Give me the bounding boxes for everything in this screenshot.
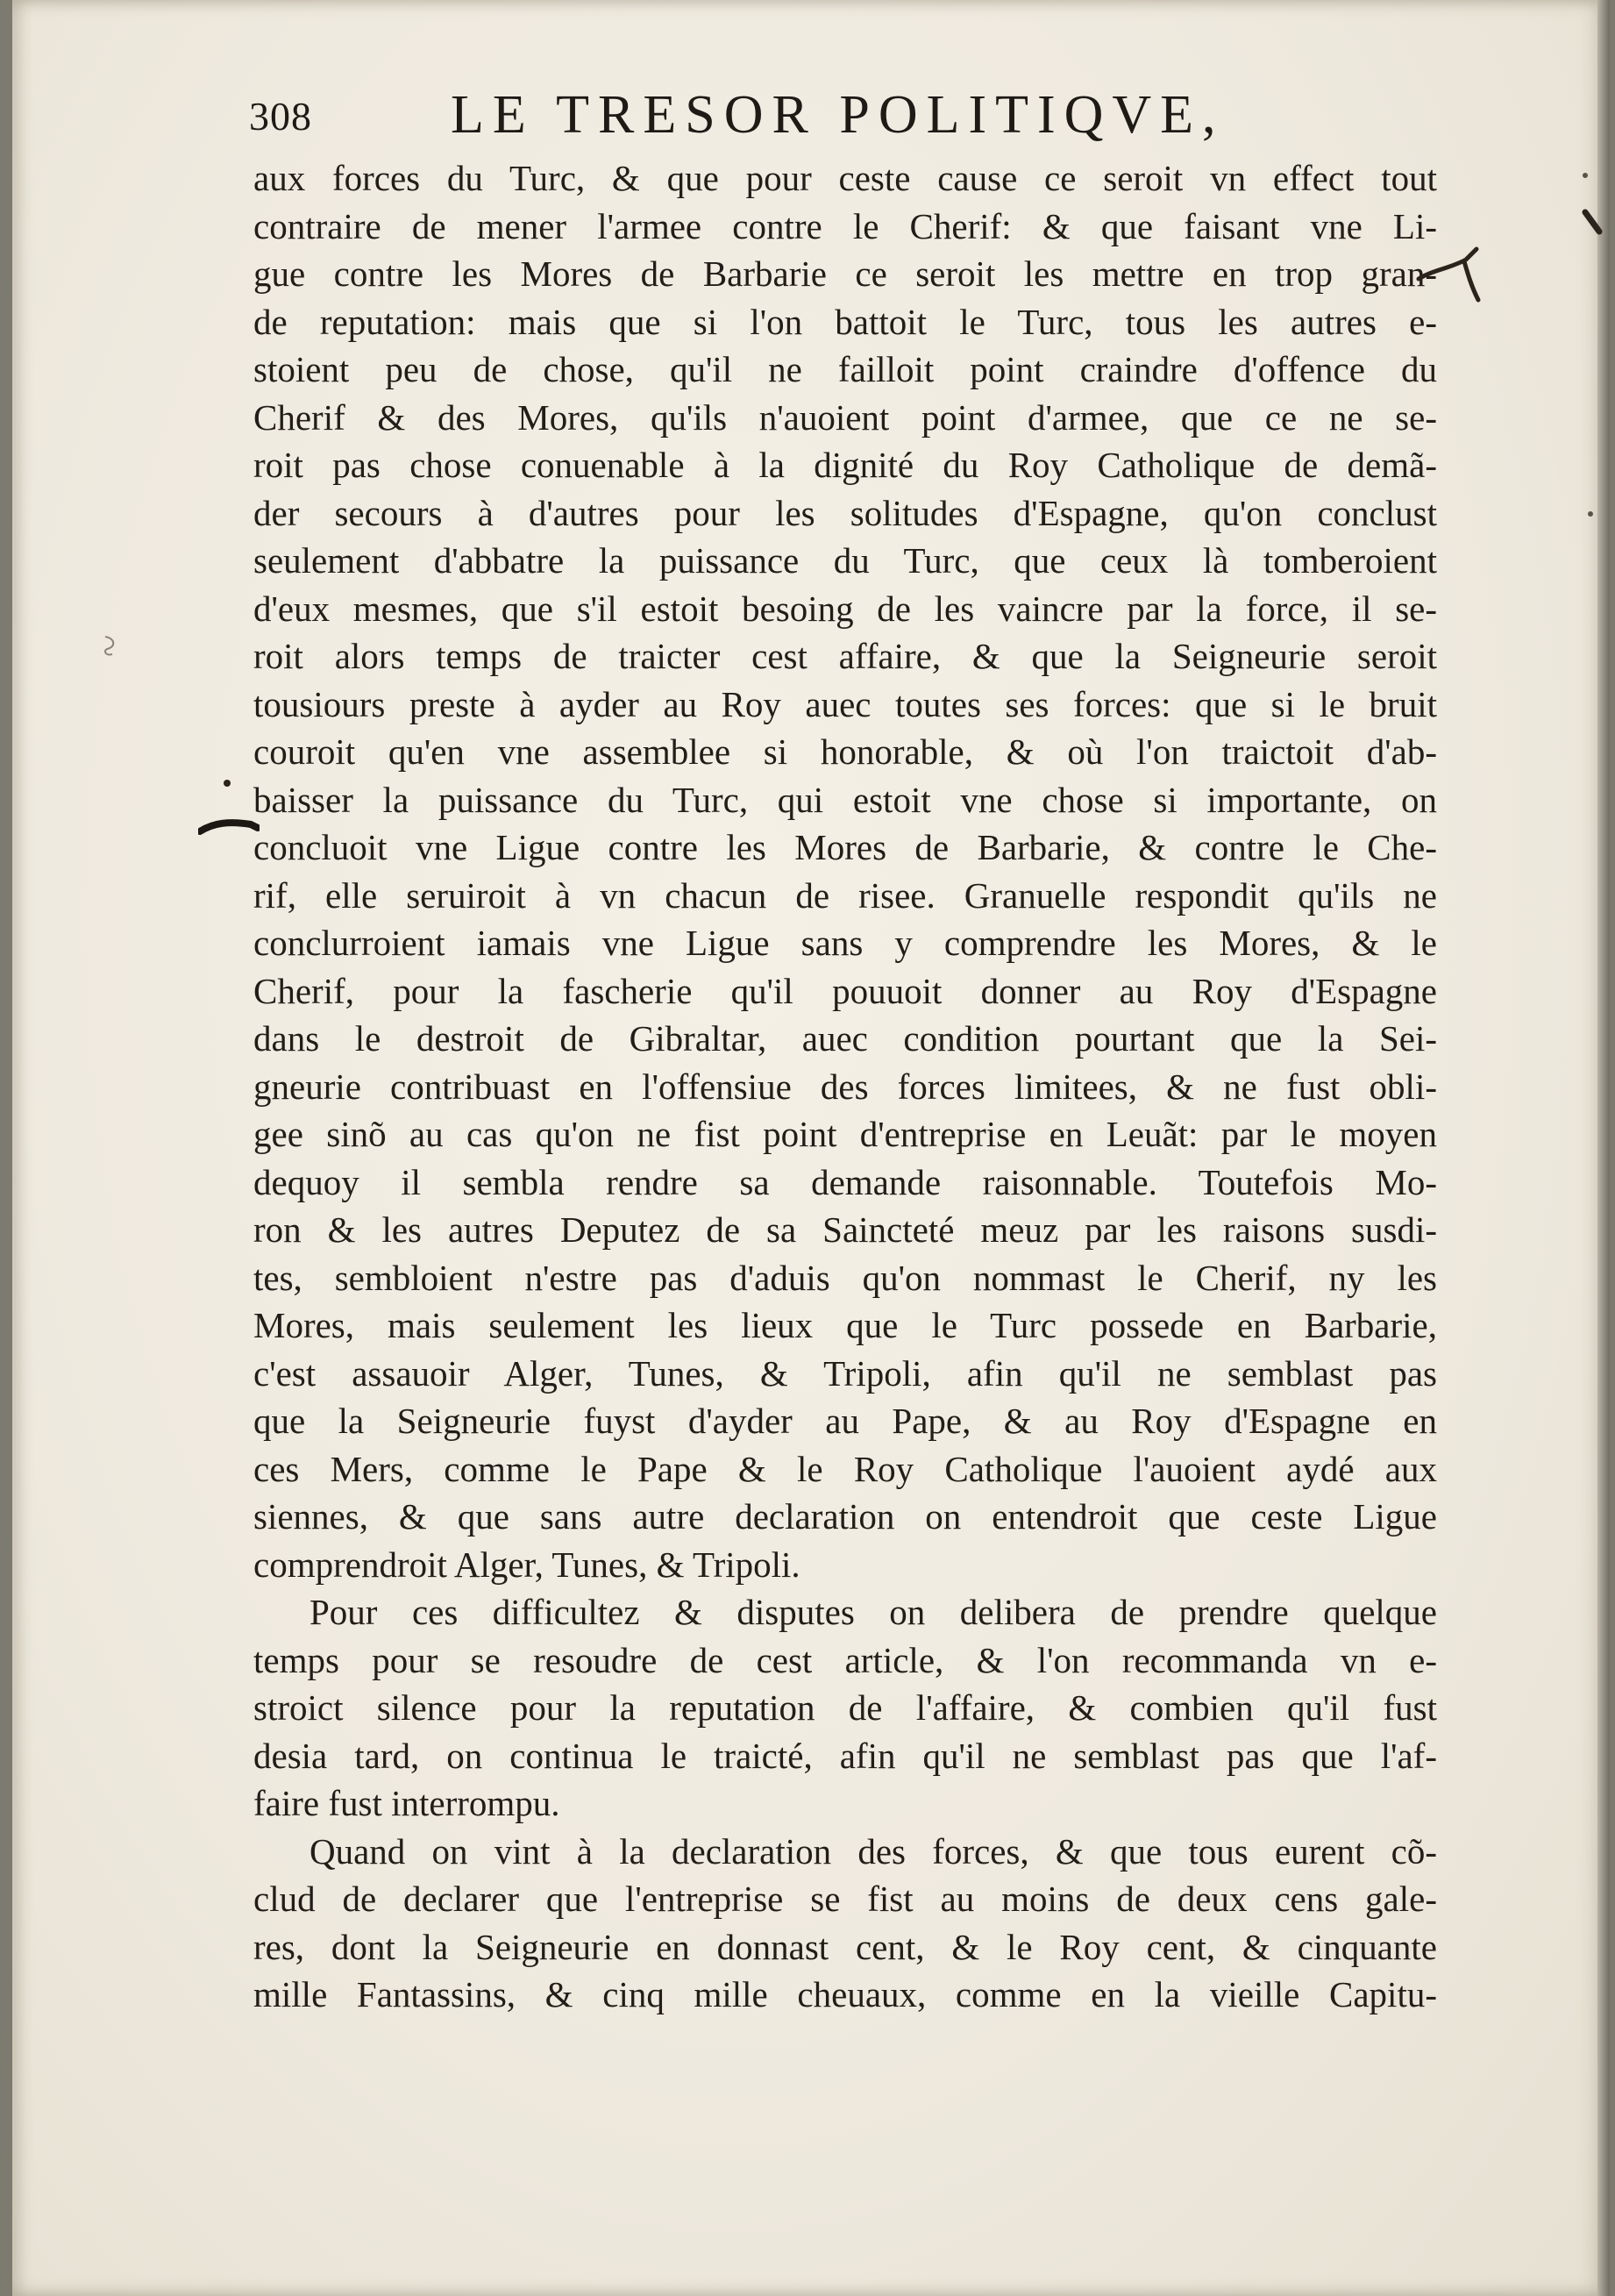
text-line: conclurroient iamais vne Ligue sans y comprendre les Mores, & le (253, 923, 1437, 963)
book-page (12, 0, 1610, 2296)
text-line: ces Mers, comme le Pape & le Roy Catholique l'auoient aydé aux (253, 1448, 1437, 1489)
text-line: gneurie contribuast en l'offensiue des forces limitees, & ne fust obli- (253, 1066, 1437, 1107)
page-edge-shadow (1597, 0, 1610, 2296)
text-line: baisser la puissance du Turc, qui estoit vne chose si importante, on (253, 779, 1437, 820)
text-line: couroit qu'en vne assemblee si honorable, & où l'on traictoit d'ab- (253, 731, 1437, 772)
text-line: roit alors temps de traicter cest affaire, & que la Seigneurie seroit (253, 636, 1437, 676)
text-line: gee sinõ au cas qu'on ne fist point d'entreprise en Leuãt: par le moyen (253, 1114, 1437, 1154)
text-line: Pour ces difficultez & disputes on delibera de prendre quelque (309, 1592, 1437, 1632)
text-line: contraire de mener l'armee contre le Cherif: & que faisant vne Li- (253, 205, 1437, 246)
text-line: res, dont la Seigneurie en donnast cent, & le Roy cent, & cinquante (253, 1926, 1437, 1967)
text-line: tes, sembloient n'estre pas d'aduis qu'on nommast le Cherif, ny les (253, 1257, 1437, 1298)
text-line: que la Seigneurie fuyst d'ayder au Pape, & au Roy d'Espagne en (253, 1401, 1437, 1441)
text-line: seulement d'abbatre la puissance du Turc, que ceux là tomberoient (253, 540, 1437, 581)
text-line: dans le destroit de Gibraltar, auec condition pourtant que la Sei- (253, 1018, 1437, 1059)
running-title: LE TRESOR POLITIQVE, (451, 85, 1225, 145)
page-number: 308 (249, 94, 312, 139)
text-line: temps pour se resoudre de cest article, & l'on recommanda vn e- (253, 1639, 1437, 1680)
text-line: concluoit vne Ligue contre les Mores de Barbarie, & contre le Che- (253, 827, 1437, 867)
text-line: de reputation: mais que si l'on battoit le Turc, tous les autres e- (253, 301, 1437, 342)
text-line: mille Fantassins, & cinq mille cheuaux, comme en la vieille Capitu- (253, 1974, 1437, 2014)
margin-dot-icon (1582, 172, 1589, 179)
margin-pointer-mark-icon (198, 816, 260, 842)
margin-faint-mark-icon (100, 633, 121, 658)
text-line: ron & les autres Deputez de sa Saincteté meuz par les raisons susdi- (253, 1209, 1437, 1250)
margin-dot-icon (223, 779, 231, 788)
text-line: stroict silence pour la reputation de l'affaire, & combien qu'il fust (253, 1687, 1437, 1728)
text-line: c'est assauoir Alger, Tunes, & Tripoli, afin qu'il ne semblast pas (253, 1352, 1437, 1394)
text-line: Mores, mais seulement les lieux que le Turc possede en Barbarie, (253, 1305, 1437, 1345)
margin-ink-blot-icon (1582, 209, 1604, 235)
page-body-text (253, 154, 1437, 2019)
text-line: tousiours preste à ayder au Roy auec toutes ses forces: que si le bruit (253, 683, 1437, 724)
margin-dot-icon (1587, 510, 1594, 517)
text-line: dequoy il sembla rendre sa demande raisonnable. Toutefois Mo- (253, 1161, 1437, 1202)
text-line: comprendroit Alger, Tunes, & Tripoli. (253, 1544, 800, 1585)
text-line: desia tard, on continua le traicté, afin qu'il ne semblast pas que l'af- (253, 1735, 1437, 1776)
text-line: stoient peu de chose, qu'il ne failloit point craindre d'offence du (253, 349, 1437, 389)
text-line: faire fust interrompu. (253, 1783, 560, 1823)
text-line: Cherif & des Mores, qu'ils n'auoient point d'armee, que ce ne se- (253, 396, 1437, 438)
margin-ink-mark-icon (1415, 244, 1483, 305)
text-line: d'eux mesmes, que s'il estoit besoing de les vaincre par la force, il se- (253, 588, 1437, 629)
text-line: rif, elle seruiroit à vn chacun de risee. Granuelle respondit qu'ils ne (253, 874, 1437, 916)
text-line: siennes, & que sans autre declaration on entendroit que ceste Ligue (253, 1496, 1437, 1537)
text-line: der secours à d'autres pour les solitudes d'Espagne, qu'on conclust (253, 492, 1437, 533)
text-line: aux forces du Turc, & que pour ceste cause ce seroit vn effect tout (253, 158, 1437, 198)
text-line: gue contre les Mores de Barbarie ce seroit les mettre en trop gran- (253, 253, 1437, 294)
text-line: clud de declarer que l'entreprise se fist au moins de deux cens gale- (253, 1879, 1437, 1919)
text-line: Cherif, pour la fascherie qu'il pouuoit donner au Roy d'Espagne (253, 970, 1437, 1011)
text-line: roit pas chose conuenable à la dignité du Roy Catholique de demã- (253, 445, 1437, 485)
page-header (249, 81, 1450, 151)
text-line: Quand on vint à la declaration des forces, & que tous eurent cõ- (309, 1830, 1437, 1872)
